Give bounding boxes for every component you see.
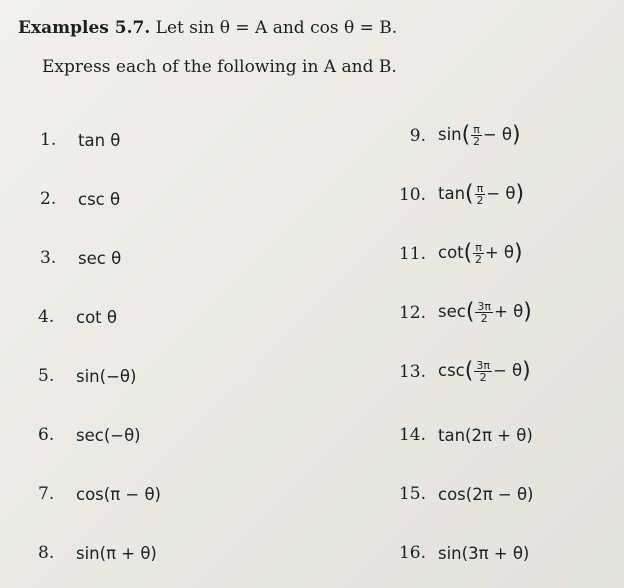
problem-number: 11. (398, 243, 426, 264)
instruction-text: Express each of the following in A and B. (42, 57, 397, 77)
fraction (474, 360, 492, 383)
fraction-denominator: 2 (480, 312, 488, 325)
problem-number: 7. (38, 484, 55, 504)
problem-13 (390, 360, 531, 383)
problem-6 (38, 425, 141, 445)
fraction-numerator: π (473, 123, 480, 136)
fraction-denominator: 2 (473, 135, 481, 148)
problem-expression: csc( $\frac{3\pi}{2}$ − θ) (438, 358, 531, 384)
problem-expression: cos(2π − θ) (438, 484, 534, 504)
fraction-numerator: π (475, 241, 482, 254)
problem-expression: sin(π + θ) (76, 543, 157, 563)
problem-number: 12. (398, 302, 426, 323)
problem-expression: tan θ (78, 130, 121, 150)
problem-expression: cot( $\frac{\pi}{2}$ + θ) (438, 240, 523, 266)
problem-4 (38, 307, 117, 327)
problem-number: 10. (398, 184, 426, 205)
fraction-numerator: 3π (477, 300, 492, 313)
problem-2 (40, 189, 120, 209)
fraction (473, 242, 484, 265)
problem-9 (390, 124, 521, 147)
problem-number: 8. (38, 543, 55, 563)
example-label: Examples 5.7. (18, 18, 151, 38)
problem-5 (38, 366, 136, 386)
problem-expression: tan(2π + θ) (438, 425, 533, 445)
fraction (471, 124, 482, 147)
problem-12 (390, 301, 532, 324)
problem-expression: sec( $\frac{3\pi}{2}$ + θ) (438, 299, 532, 325)
trig-function: sec (438, 302, 466, 321)
problem-10 (390, 183, 524, 206)
problem-14 (390, 425, 533, 445)
fraction (475, 301, 493, 324)
problem-number: 4. (38, 307, 55, 327)
fraction-denominator: 2 (475, 253, 483, 266)
trig-function: csc (438, 361, 465, 380)
expression-tail: + θ (484, 243, 515, 262)
problem-number: 6. (38, 425, 55, 445)
expression-tail: + θ (494, 302, 524, 321)
problem-number: 16. (398, 543, 426, 563)
problem-expression: cos(π − θ) (76, 484, 161, 504)
problem-15 (390, 484, 533, 504)
problem-number: 3. (40, 248, 57, 268)
problem-1 (40, 130, 120, 150)
problem-expression: sin( $\frac{\pi}{2}$ − θ) (438, 122, 521, 148)
problem-expression: sin(3π + θ) (438, 543, 530, 563)
fraction-denominator: 2 (479, 371, 487, 384)
expression-tail: − θ (486, 184, 516, 203)
problem-3 (40, 248, 121, 268)
problem-expression: sin(−θ) (76, 366, 137, 386)
fraction-denominator: 2 (476, 194, 484, 207)
problem-expression: sec θ (78, 248, 122, 268)
problem-16 (390, 543, 529, 563)
problem-number: 13. (398, 361, 426, 382)
example-intro: Let sin θ = A and cos θ = B. (155, 18, 398, 38)
problem-8 (38, 543, 157, 563)
problem-number: 9. (409, 125, 426, 146)
fraction-numerator: π (476, 182, 484, 195)
problem-expression: tan( $\frac{\pi}{2}$ − θ) (438, 181, 525, 207)
problem-expression: sec(−θ) (76, 425, 141, 445)
problem-7 (38, 484, 161, 504)
example-heading (18, 18, 397, 38)
problem-number: 2. (40, 189, 57, 209)
trig-function: sin (438, 125, 462, 144)
problem-number: 15. (398, 484, 426, 504)
trig-function: cot (438, 243, 464, 262)
trig-function: tan (438, 184, 466, 203)
problem-number: 14. (398, 425, 426, 445)
problem-expression: csc θ (78, 189, 121, 209)
problem-number: 1. (40, 130, 57, 150)
expression-tail: − θ (482, 125, 513, 144)
expression-tail: − θ (492, 361, 523, 380)
problem-expression: cot θ (76, 307, 117, 327)
fraction-numerator: 3π (476, 359, 490, 372)
problem-number: 5. (38, 366, 55, 386)
fraction (475, 183, 486, 206)
problem-11 (390, 242, 523, 265)
